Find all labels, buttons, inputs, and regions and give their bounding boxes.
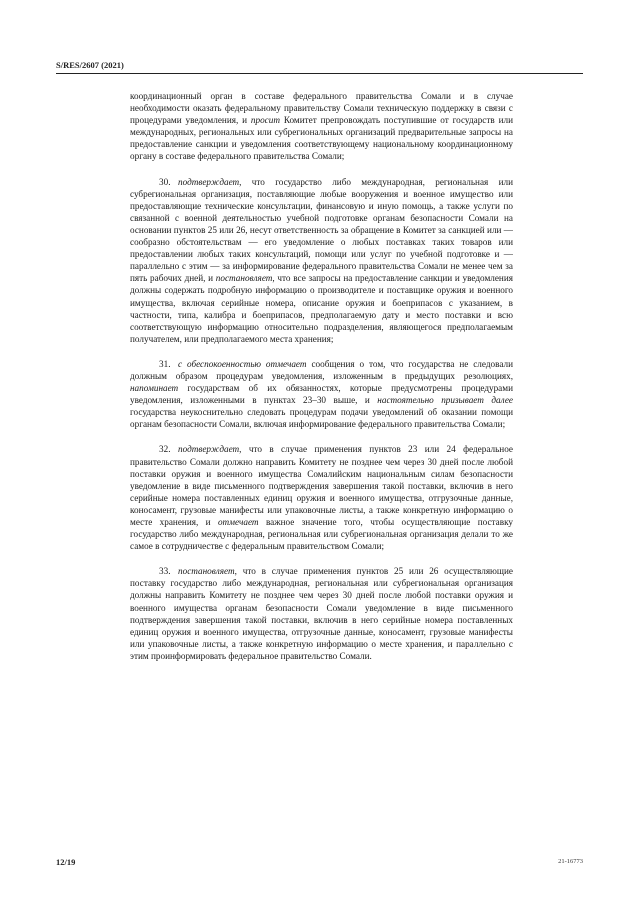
paragraph-number: 32. [159,444,171,455]
emphasis-text: с обеспокоенностью отмечает [178,358,307,369]
emphasis-text: подтверждает [178,444,240,455]
paragraph-33 [130,565,513,662]
paragraph-continuation [130,90,513,163]
paragraph-30 [130,176,513,345]
paragraph-number: 31. [159,358,171,369]
paragraph-text: координационный орган в составе федерального правительства Сомали и в случае необходимости оказать федеральному правительству Сомали техническую поддержку в связи с процедурами уведомления, и [130,91,513,126]
page-number: 12/19 [56,857,76,867]
paragraph-text: Комитет препровождать поступившие от государств или международных, региональных или субрегиональных организаций предварительные запросы на предоставление санкции и уведомления соответствующему национальному координационному органу в составе федерального правительства Сомали; [130,115,513,162]
header-divider [56,73,583,74]
paragraph-number: 33. [159,566,171,577]
paragraph-text: , что все запросы на предоставление санкции и уведомления должны содержать подробную информацию о производителе и поставщике оружия и военного имущества, включая серийные номера, описание оружия и боеприпасов с указанием, в частности, типа, калибра и боеприпасов, предполагаемую дату и место поставки и всю соответствующую информацию относительно подразделения, являющегося предполагаемым получателем, или предполагаемого места хранения; [130,273,513,344]
emphasis-text: отмечает [217,517,259,527]
emphasis-text: напоминает [130,383,179,394]
emphasis-text: подтверждает [178,176,240,187]
paragraph-text: государствам об их обязанностях, которые предусмотрены процедурами уведомления, изложенными в пунктах 23–30 выше, и [130,383,513,406]
document-code: 21-16773 [558,858,583,865]
paragraph-text: , что в случае применения пунктов 25 или 26 осуществляющие поставку государство либо международная, региональная или субрегиональная организация должны направить Комитету не позднее чем через 30 дней после любой поставки оружия и военного имущества органам безопасности Сомали уведомление в виде письменного подтверждения завершения такой поставки, включив в него серийные номера поставленных единиц оружия и военного имущества, отгрузочные данные, коносамент, грузовые манифесты или упаковочные листы, а также конкретную информацию о месте хранения, и параллельно с этим проинформировать федеральное правительство Сомали. [130,566,513,661]
document-symbol: S/RES/2607 (2021) [56,60,124,70]
emphasis-text: настоятельно призывает далее [377,395,513,406]
paragraph-31 [130,358,513,431]
document-body [130,90,513,675]
paragraph-number: 30. [159,176,171,187]
paragraph-text: важное значение того, чтобы осуществляющие поставку государство либо международная, региональная или субрегиональная организация делали то же самое в сотрудничестве с федеральным правительством Сомали; [130,517,513,552]
paragraph-text: , что государство либо международная, региональная или субрегиональная организация, поставляющие любые вооружения и военное имущество или предоставляющие технические консультации, финансовую и иную помощь, а также услуги по связанной с военной деятельностью учебной подготовке органам безопасности Сомали на основании пунктов 25 или 26, несут ответственность за обращение в Комитет за санкцией или — сообразно обстоятельствам — его уведомление о любых поставках таких товаров или предоставлении любых таких консультаций, помощи или услуг по учебной подготовке и — параллельно с этим — за информирование федерального правительства Сомали не менее чем за пять рабочих дней, и [130,176,513,284]
emphasis-text: просит [250,115,280,126]
emphasis-text: постановляет [178,566,235,577]
paragraph-text: государства неукоснительно следовать процедурам подачи уведомлений об оказании помощи органам безопасности Сомали, включая информирование федерального правительства Сомали; [130,407,513,430]
paragraph-text: сообщения о том, что государства не следовали должным образом процедурам уведомления, изложенным в предыдущих резолюциях, [130,358,513,381]
emphasis-text: постановляет [215,273,273,284]
paragraph-32 [130,443,513,552]
paragraph-text: , что в случае применения пунктов 23 или 24 федеральное правительство Сомали должно направить Комитету не позднее чем через 30 дней после любой поставки оружия и военного имущества Сомалийским национальным силам безопасности уведомление в виде письменного подтверждения завершения такой поставки, включив в него серийные номера поставленных единиц оружия и военного имущества, отгрузочные данные, коносамент, грузовые манифесты или упаковочные листы, а также конкретную информацию о месте хранения, и [130,444,513,527]
